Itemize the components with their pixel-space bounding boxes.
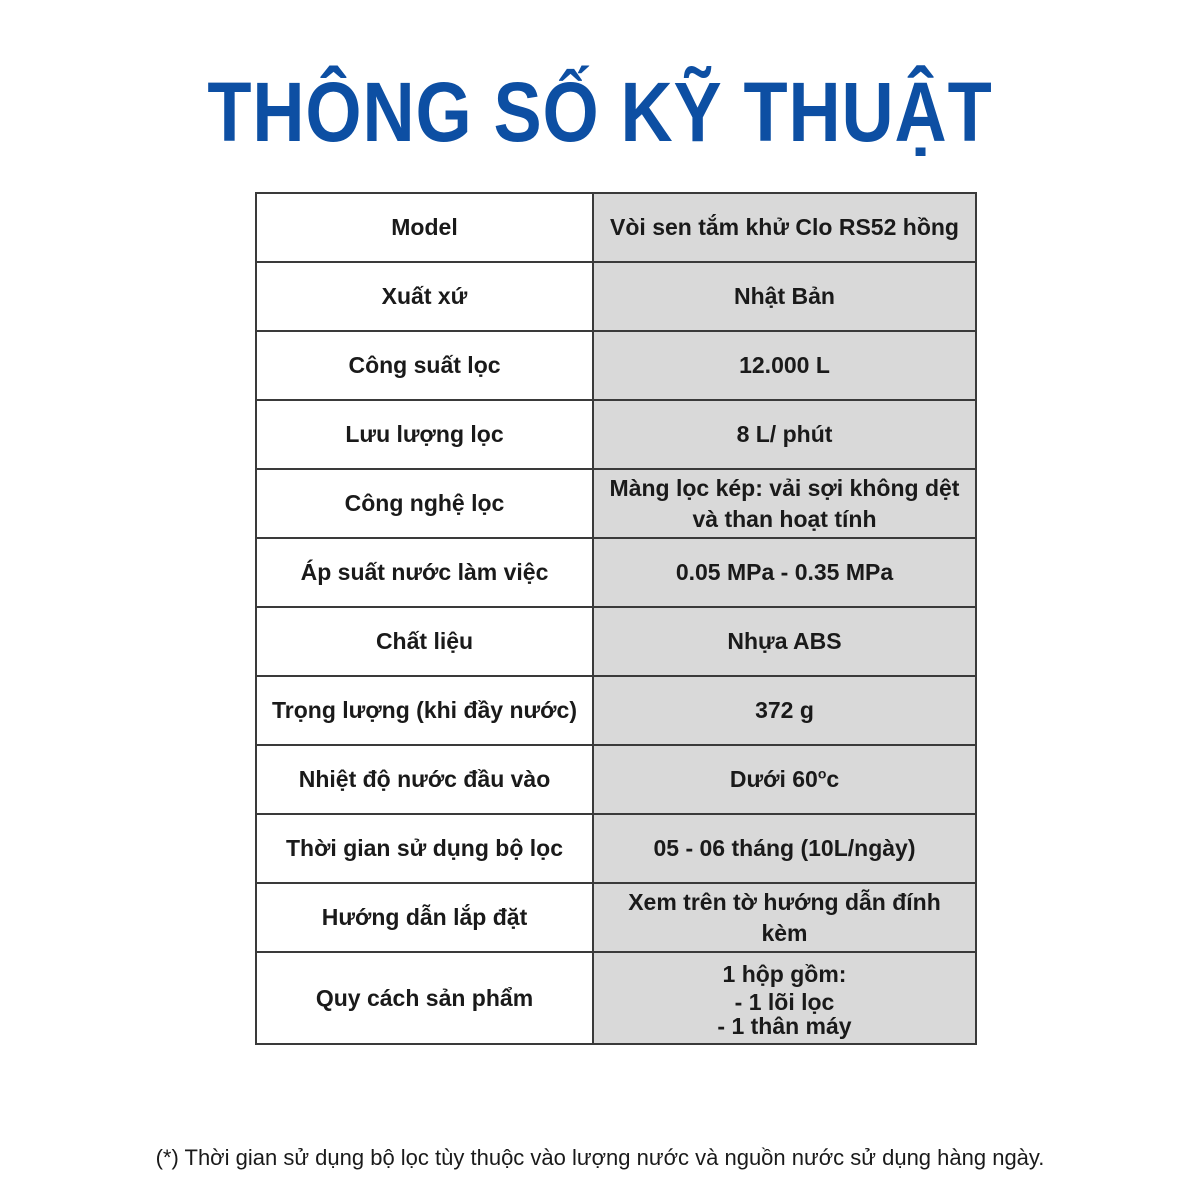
row-label-weight: Trọng lượng (khi đầy nước) xyxy=(256,676,593,745)
table-row xyxy=(256,193,976,262)
table-row xyxy=(256,331,976,400)
package-item: - 1 thân máy xyxy=(717,1012,852,1039)
row-value-model: Vòi sen tắm khử Clo RS52 hồng xyxy=(593,193,976,262)
row-value-pressure: 0.05 MPa - 0.35 MPa xyxy=(593,538,976,607)
row-label-installation: Hướng dẫn lắp đặt xyxy=(256,883,593,952)
row-value-temperature xyxy=(593,745,976,814)
table-row xyxy=(256,883,976,952)
row-value-capacity: 12.000 L xyxy=(593,331,976,400)
row-label-technology: Công nghệ lọc xyxy=(256,469,593,538)
row-label-model: Model xyxy=(256,193,593,262)
table-row xyxy=(256,814,976,883)
row-label-flow-rate: Lưu lượng lọc xyxy=(256,400,593,469)
row-label-material: Chất liệu xyxy=(256,607,593,676)
table-row xyxy=(256,262,976,331)
row-label-filter-life: Thời gian sử dụng bộ lọc xyxy=(256,814,593,883)
row-value-package xyxy=(593,952,976,1044)
spec-table xyxy=(255,192,977,1045)
row-value-weight: 372 g xyxy=(593,676,976,745)
package-title: 1 hộp gồm: xyxy=(722,960,847,987)
table-row xyxy=(256,676,976,745)
table-row xyxy=(256,400,976,469)
table-row xyxy=(256,469,976,538)
temperature-value: Dưới 60 xyxy=(729,766,818,792)
row-label-capacity: Công suất lọc xyxy=(256,331,593,400)
table-row xyxy=(256,607,976,676)
row-value-material: Nhựa ABS xyxy=(593,607,976,676)
row-value-flow-rate: 8 L/ phút xyxy=(593,400,976,469)
row-value-origin: Nhật Bản xyxy=(593,262,976,331)
row-value-technology: Màng lọc kép: vải sợi không dệt và than hoạt tính xyxy=(593,469,976,538)
table-row xyxy=(256,745,976,814)
package-item: - 1 lõi lọc xyxy=(734,988,835,1015)
row-value-installation: Xem trên tờ hướng dẫn đính kèm xyxy=(593,883,976,952)
row-label-origin: Xuất xứ xyxy=(256,262,593,331)
row-value-filter-life: 05 - 06 tháng (10L/ngày) xyxy=(593,814,976,883)
temperature-unit: c xyxy=(826,766,840,792)
row-label-temperature: Nhiệt độ nước đầu vào xyxy=(256,745,593,814)
table-row xyxy=(256,952,976,1044)
table-row xyxy=(256,538,976,607)
page-title: THÔNG SỐ KỸ THUẬT xyxy=(207,65,993,159)
row-label-pressure: Áp suất nước làm việc xyxy=(256,538,593,607)
degree-superscript: o xyxy=(817,765,827,782)
row-label-package: Quy cách sản phẩm xyxy=(256,952,593,1044)
footnote: (*) Thời gian sử dụng bộ lọc tùy thuộc vào lượng nước và nguồn nước sử dụng hàng ngày. xyxy=(155,1145,1045,1170)
